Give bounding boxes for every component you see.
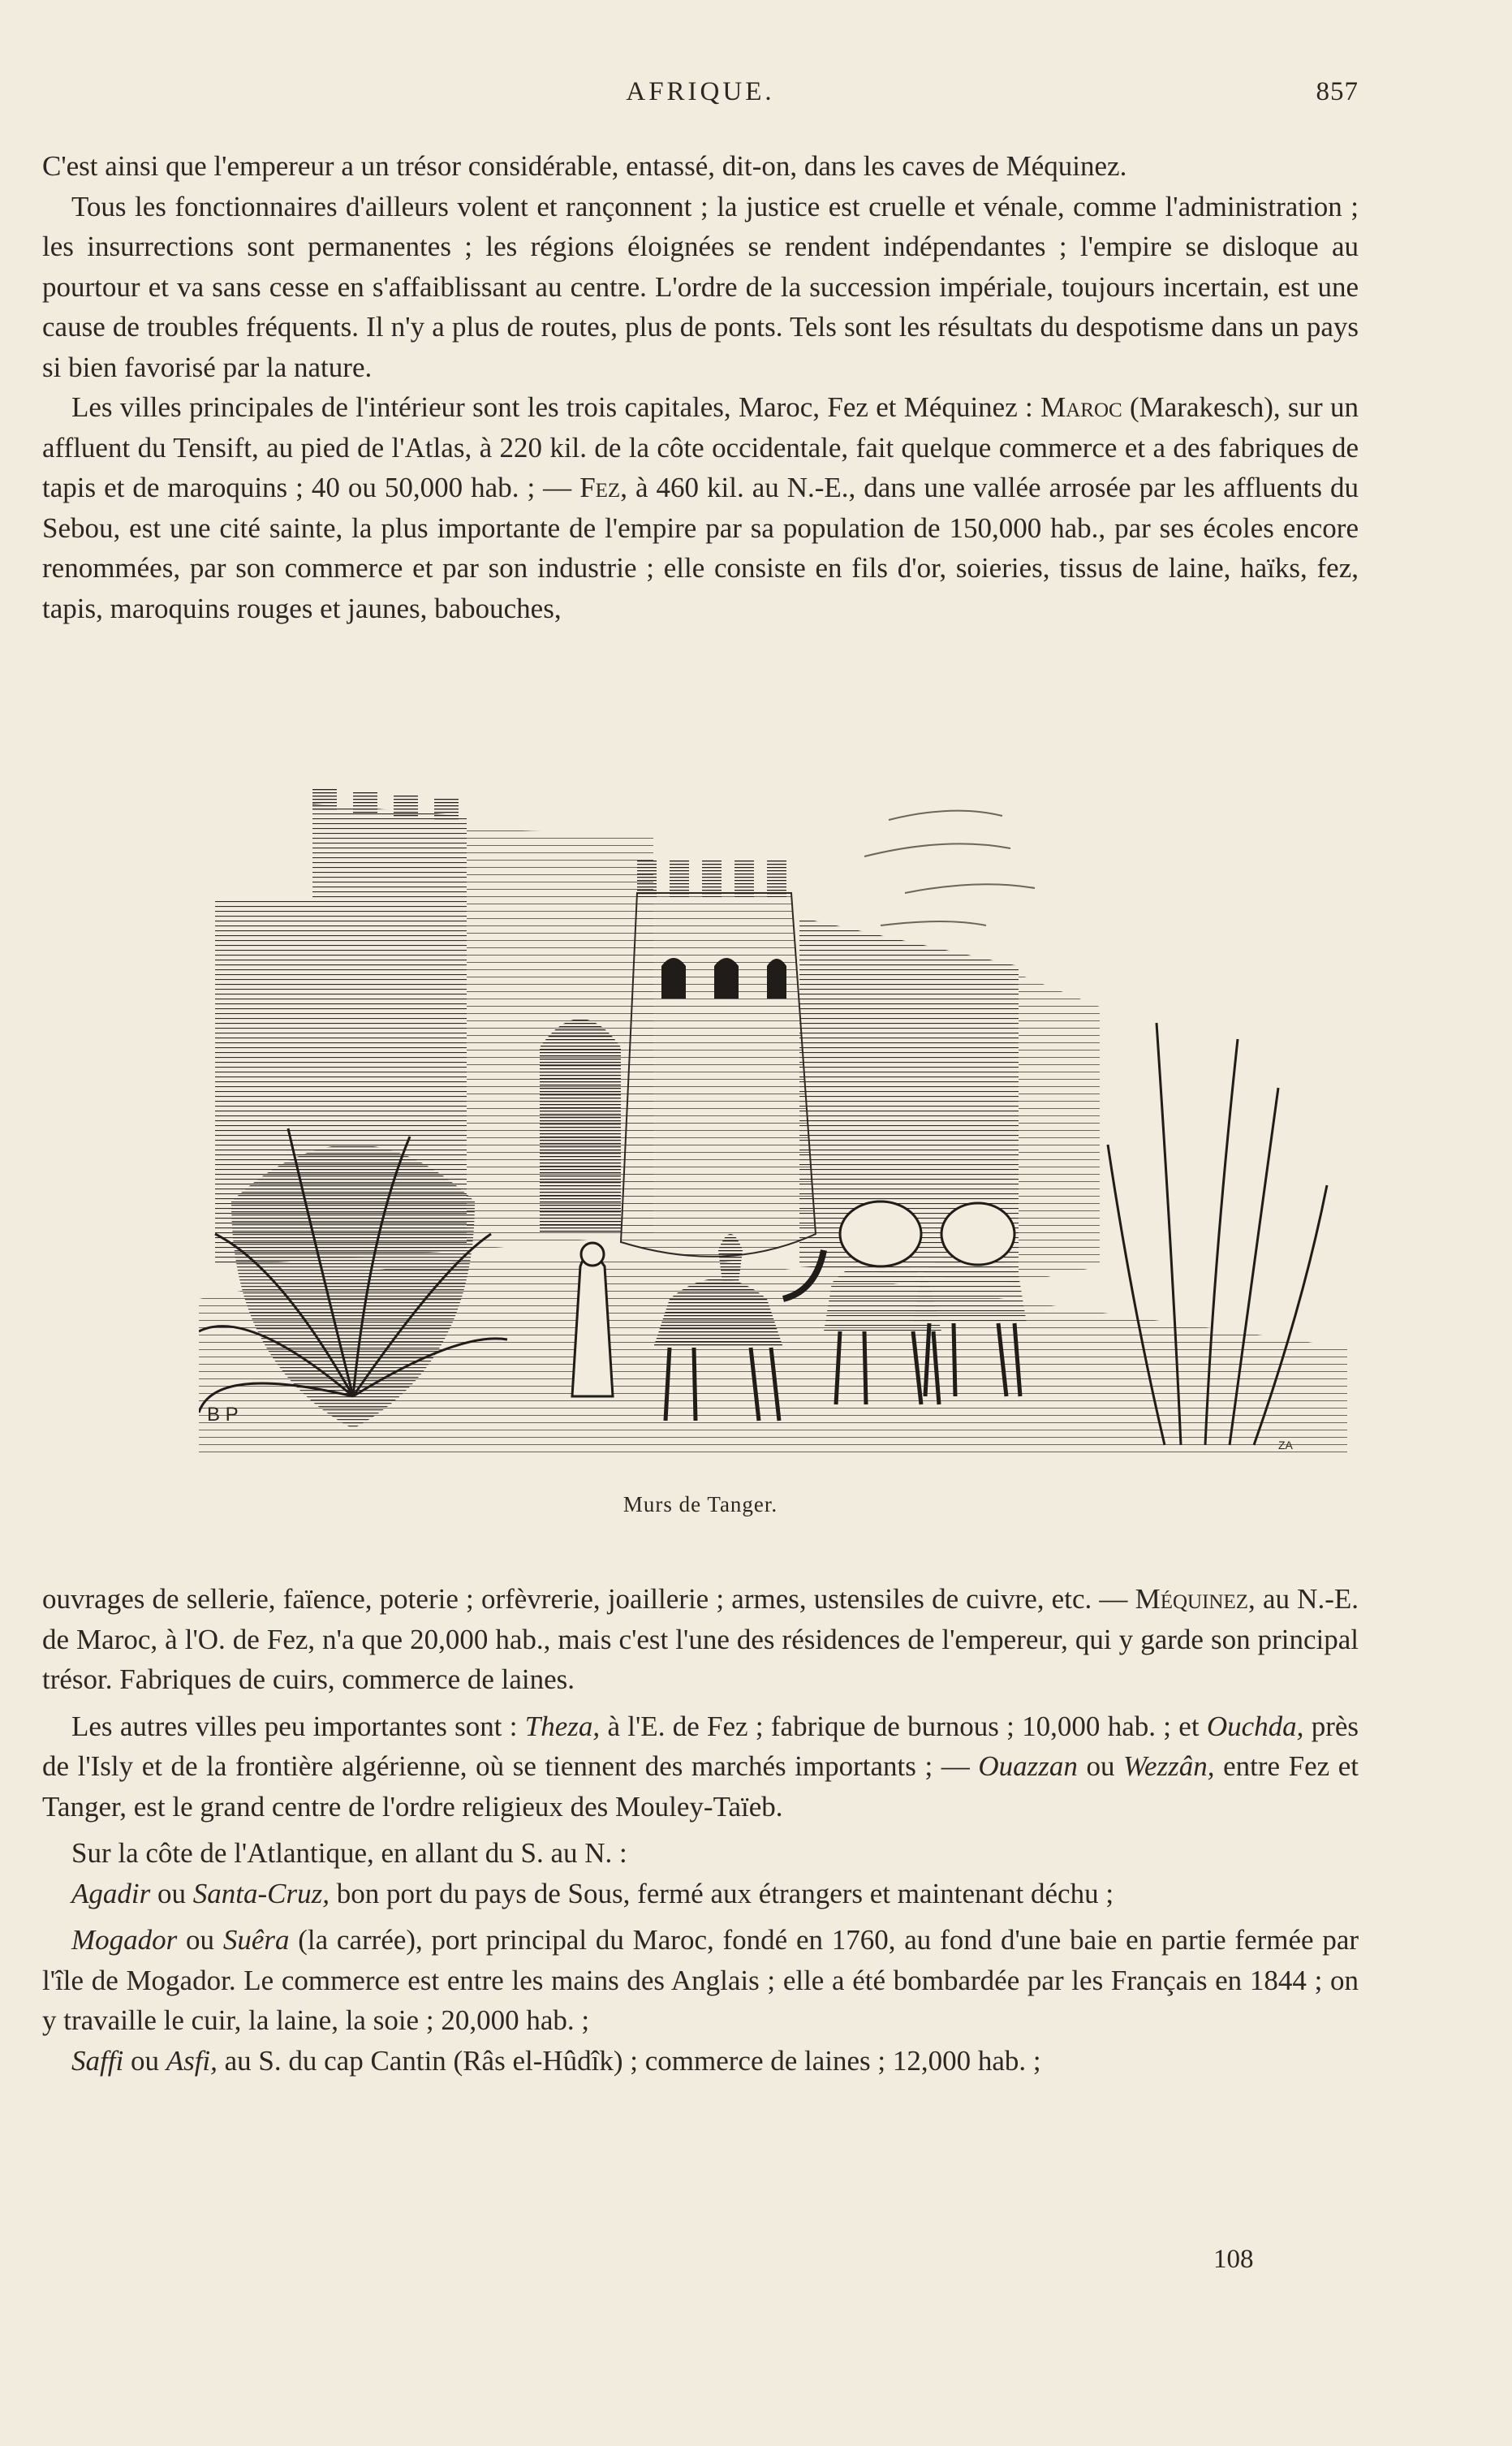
city-name: Agadir [71, 1877, 151, 1909]
text-run: ou [123, 2044, 166, 2077]
text-run: ou [1077, 1750, 1124, 1782]
illustration-caption: Murs de Tanger. [622, 1492, 778, 1516]
text-run: ouvrages de sellerie, faïence, poterie ; orfèvrerie, joaillerie ; armes, ustensiles de cuivre, etc. — [42, 1583, 1135, 1615]
page-header [42, 77, 1359, 118]
text-run: ou [150, 1877, 193, 1909]
text-run: (Marakesch), sur un affluent du Tensift, au pied de l'Atlas, à 220 kil. de la côte occidentale, fait quelque commerce et a des fabriques de tapis et de maroquins ; 40 ou 50,000 hab. ; — [42, 391, 1359, 503]
city-name: Theza, [524, 1710, 601, 1742]
text-block-bottom [42, 1579, 1359, 2081]
signature-mark: 108 [1213, 2245, 1254, 2274]
paragraph: Sur la côte de l'Atlantique, en allant du S. au N. : [71, 1837, 627, 1869]
sky-lines [864, 811, 1035, 925]
tower [621, 893, 816, 1257]
running-title: AFRIQUE. [626, 77, 775, 106]
text-run: ou [177, 1924, 223, 1956]
text-run: près de l'Isly et de la frontière algérienne, où se tiennent des marchés importants ; — [42, 1710, 1359, 1782]
text-run: à l'E. de Fez ; fabrique de burnous ; 10,000 hab. ; et [600, 1710, 1207, 1742]
text-run: Les villes principales de l'intérieur sont les trois capitales, Maroc, Fez et Méquinez : [71, 391, 1041, 423]
page-number: 857 [1316, 77, 1359, 106]
paragraph: Tous les fonctionnaires d'ailleurs volent et rançonnent ; la justice est cruelle et vénale, comme l'administration ; les insurrections sont permanentes ; les régions éloignées se rendent indépendantes ; l'empire se disloque au pourtour et va sans cesse en s'affaiblissant au centre. L'ordre de la succession impériale, toujours incertain, est une cause de troubles fréquents. Il n'y a plus de routes, plus de ponts. Tels sont les résultats du despotisme dans un pays si bien favorisé par la nature. [42, 190, 1359, 383]
city-name: Ouazzan [978, 1750, 1078, 1782]
text-run: (la carrée), port principal du Maroc, fondé en 1760, au fond d'une baie en partie fermée par l'île de Mogador. Le commerce est entre les mains des Anglais ; elle a été bombardée par les Français en 1844 ; on y travaille le cuir, la laine, la soie ; 20,000 hab. ; [42, 1924, 1359, 2036]
text-run: à 460 kil. au N.-E., dans une vallée arrosée par les affluents du Sebou, est une cité sainte, la plus importante de l'empire par sa population de 150,000 hab., par ses écoles encore renommées, par son commerce et par son industrie ; elle consiste en fils d'or, soieries, tissus de laine, haïks, fez, tapis, maroquins rouges et jaunes, babouches, [42, 472, 1359, 624]
paragraph [42, 1920, 1359, 2041]
city-name-mequinez: Méquinez [1135, 1583, 1249, 1615]
paragraph [42, 1706, 1359, 1827]
gate-arch [540, 1019, 621, 1234]
text-run: , au N.-E. de Maroc, à l'O. de Fez, n'a que 20,000 hab., mais c'est l'une des résidences de l'empereur, qui y garde son principal trésor. Fabriques de cuirs, commerce de laines. [42, 1583, 1359, 1695]
city-name: Santa-Cruz, [192, 1877, 330, 1909]
city-name-maroc: Maroc [1040, 391, 1122, 423]
text-run: bon port du pays de Sous, fermé aux étrangers et maintenant déchu ; [329, 1877, 1114, 1909]
city-name: Mogador [71, 1924, 178, 1956]
city-name: Wezzân, [1123, 1750, 1215, 1782]
text-run: entre Fez et Tanger, est le grand centre de l'ordre religieux des Mouley-Taïeb. [42, 1750, 1359, 1823]
engraver-signature-right: ZA [1278, 1439, 1293, 1452]
engraver-signature-left: B P [207, 1404, 239, 1426]
city-name: Suêra [222, 1924, 290, 1956]
text-block-top [42, 146, 1359, 628]
text-run: au S. du cap Cantin (Râs el-Hûdîk) ; commerce de laines ; 12,000 hab. ; [217, 2044, 1041, 2077]
engraving-illustration [199, 779, 1347, 1457]
paragraph: C'est ainsi que l'empereur a un trésor considérable, entassé, dit-on, dans les caves de Méquinez. [42, 150, 1127, 182]
text-run: Les autres villes peu importantes sont : [71, 1710, 525, 1742]
city-name: Ouchda, [1206, 1710, 1304, 1742]
paragraph [42, 1579, 1359, 1700]
city-name-fez: Fez, [579, 472, 627, 503]
paragraph [42, 1874, 1359, 1914]
city-name: Asfi, [166, 2044, 218, 2077]
city-name: Saffi [71, 2044, 124, 2077]
paragraph [42, 2041, 1359, 2081]
paragraph-cities [42, 387, 1359, 628]
